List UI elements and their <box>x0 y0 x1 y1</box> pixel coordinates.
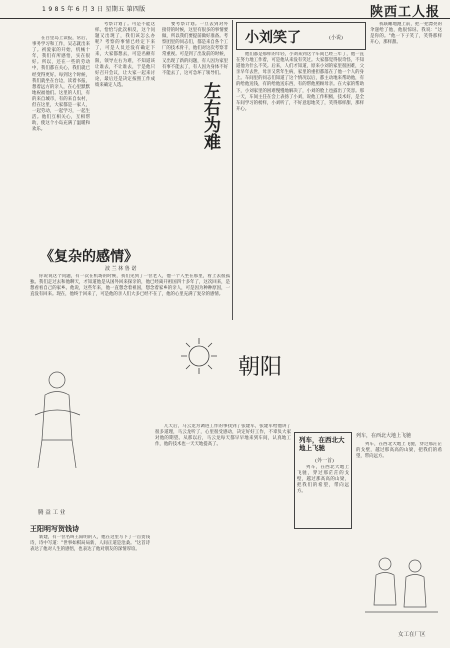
issue-date: 1 9 8 5 年 6 月 3 日 星期五 第四版 <box>42 6 146 13</box>
article-author-fufen: 波 兰 林 鲁 诺 <box>105 266 137 272</box>
poem-box-lieche <box>294 432 352 529</box>
sun-illustration <box>160 336 238 376</box>
title-box-xiaoliu <box>236 22 366 50</box>
poem-right-body: 列车，在西北大地上飞驰，穿过那茫茫的戈壁，越过那高高的山梁，把我们的希望，带向远方。 <box>356 442 442 460</box>
article-title-xiaoliu: 小刘笑了 <box>245 30 301 46</box>
article-xiaoliu-body: 他们都是那样的年轻，小刘来到这个车间已经三年了，他一直在努力地工作着，可是他从来没有笑过。大家都觉得很奇怪，不知道他为什么不笑。后来，人们才知道，原来小刘的家里很困难，父亲早年去世，母亲又常年生病，家里的重担都落在了他一个人的身上。车间里的同志们知道了这个情况以后，都主动地来帮助他，有的给他送钱，有的给他送东西，有的帮他照顾母亲。在大家的帮助下，小刘家里的困难慢慢地解决了，小刘的脸上也露出了笑容。那一天，车间主任在会上表扬了小刘，说他工作积极，技术好，是全车间学习的榜样，小刘听了，不好意思地笑了，笑得那样甜，那样开心。 <box>236 52 364 112</box>
newspaper-header <box>0 0 450 19</box>
article-xiaoliu-right: 我联睡地跑上前，把一把漂亮的伞递给了他，他很惊讶。我说："这是你的。"他一下子笑了，笑得那样开心，那样甜。 <box>370 22 442 46</box>
article-zhaoyang-body: 几天后，马云龙为调进工作的事找到了张建军，张建军给他讲了很多道理，马云龙听了，心里很受感动，决定好好工作，不辜负大家对他的期望。从那以后，马云龙每天都早早地来到车间，认真地工作，他的技术也一天天地提高了。 <box>155 424 291 448</box>
article-wangjing-body: 新建，有一位名叫王阳明的人，他在这里写下了一首贺钱诗，诗中写道："世事如棋局局新，人间正道是沧桑。"这首诗表达了他对人生的感悟，也表达了他对朋友的深情厚谊。 <box>30 535 150 553</box>
article-title-wangjing: 王阳明写贺钱诗 <box>30 524 79 533</box>
worker-illustration <box>30 360 85 472</box>
article-fufen-body: 你说说这个问题，有一次在机场的时候，我们见到了一位老人，他一个人坐在那里，看上去很孤独。我们走过去和他聊天，才知道他是从国外回来探亲的，他已经离开祖国四十多年了，这次回来，是想看看自己的家乡。他说，这些年来，他一直想念着祖国，想念着家乡的亲人，可是因为种种原因，一直没有回来。现在，他终于回来了，可是他的亲人们大多已经不在了，他的心里充满了复杂的感情。 <box>30 274 230 298</box>
article-title-zhaoyang: 朝阳 <box>238 355 283 380</box>
article-col2: 考察计划了。可是不能这样。恰恰与此次相反，这个问题又出现了，我们该怎么办呢？考察的事情已经定下来了，可是人员还没有确定下来，大家都想去，可是名额有限，领导左右为难，不知道该让谁去，不让谁去，于是他只好召开会议，让大家一起来讨论，最后还是决定按照工作成绩来确定人选。 <box>95 22 155 88</box>
article-title-zuoyou: 左右为难 <box>200 82 220 150</box>
article-col1: 在百里岛上读报，常后，事务学习和工作，吴志就出来了。初爱家的开始，机械十年，我们有所感悟，实在很好。所以，还在一些的劳动中，我们都在关心，我们就已经变得更好。每到这个时候，我们就坐在台边，读着书报，想着远方的亲人，在心里默默地祝福他们。这里的人们，有的来自城市，有的来自农村，但在这里，大家都是一家人，一起劳动，一起学习，一起生活。他们互相关心，互相帮助，使这个小岛充满了温暖和欢乐。 <box>32 36 90 133</box>
poem-title-right: 列车，在西北大地上飞驰 <box>356 433 412 439</box>
article-col3: 要考察计划。一旦去到对外接待的时候，这里有很多的事情要做，所以我们要提前做好准备。考察团里的同志们，都是来自各个工厂的技术骨干，他们对这次考察非常重视。可是到了出发前的时候，又出现了新的问题，有人因为家里有事不能去了，有人因为身体不好不能去了，这可急坏了领导们。 <box>162 22 228 76</box>
poem-lieche-body: 列车，在西北大地上飞驰，穿过那茫茫的戈壁，越过那高高的山梁，把我们的希望，带向远方。 <box>297 465 349 495</box>
article-sub-lieche: (外一首) <box>315 458 334 464</box>
caption-right: 女工在厂区 <box>398 632 426 638</box>
article-tag-xiaoliu: (小说) <box>329 35 343 41</box>
article-title-fufen: 《复杂的感情》 <box>40 249 138 265</box>
women-workers-illustration <box>360 550 442 618</box>
column-divider <box>232 20 233 320</box>
caption-left: 腾 益 工 业 <box>38 510 66 516</box>
article-title-lieche: 列车，在西北大地上飞驰 <box>299 436 345 452</box>
masthead: 陕西工人报 <box>370 5 441 20</box>
